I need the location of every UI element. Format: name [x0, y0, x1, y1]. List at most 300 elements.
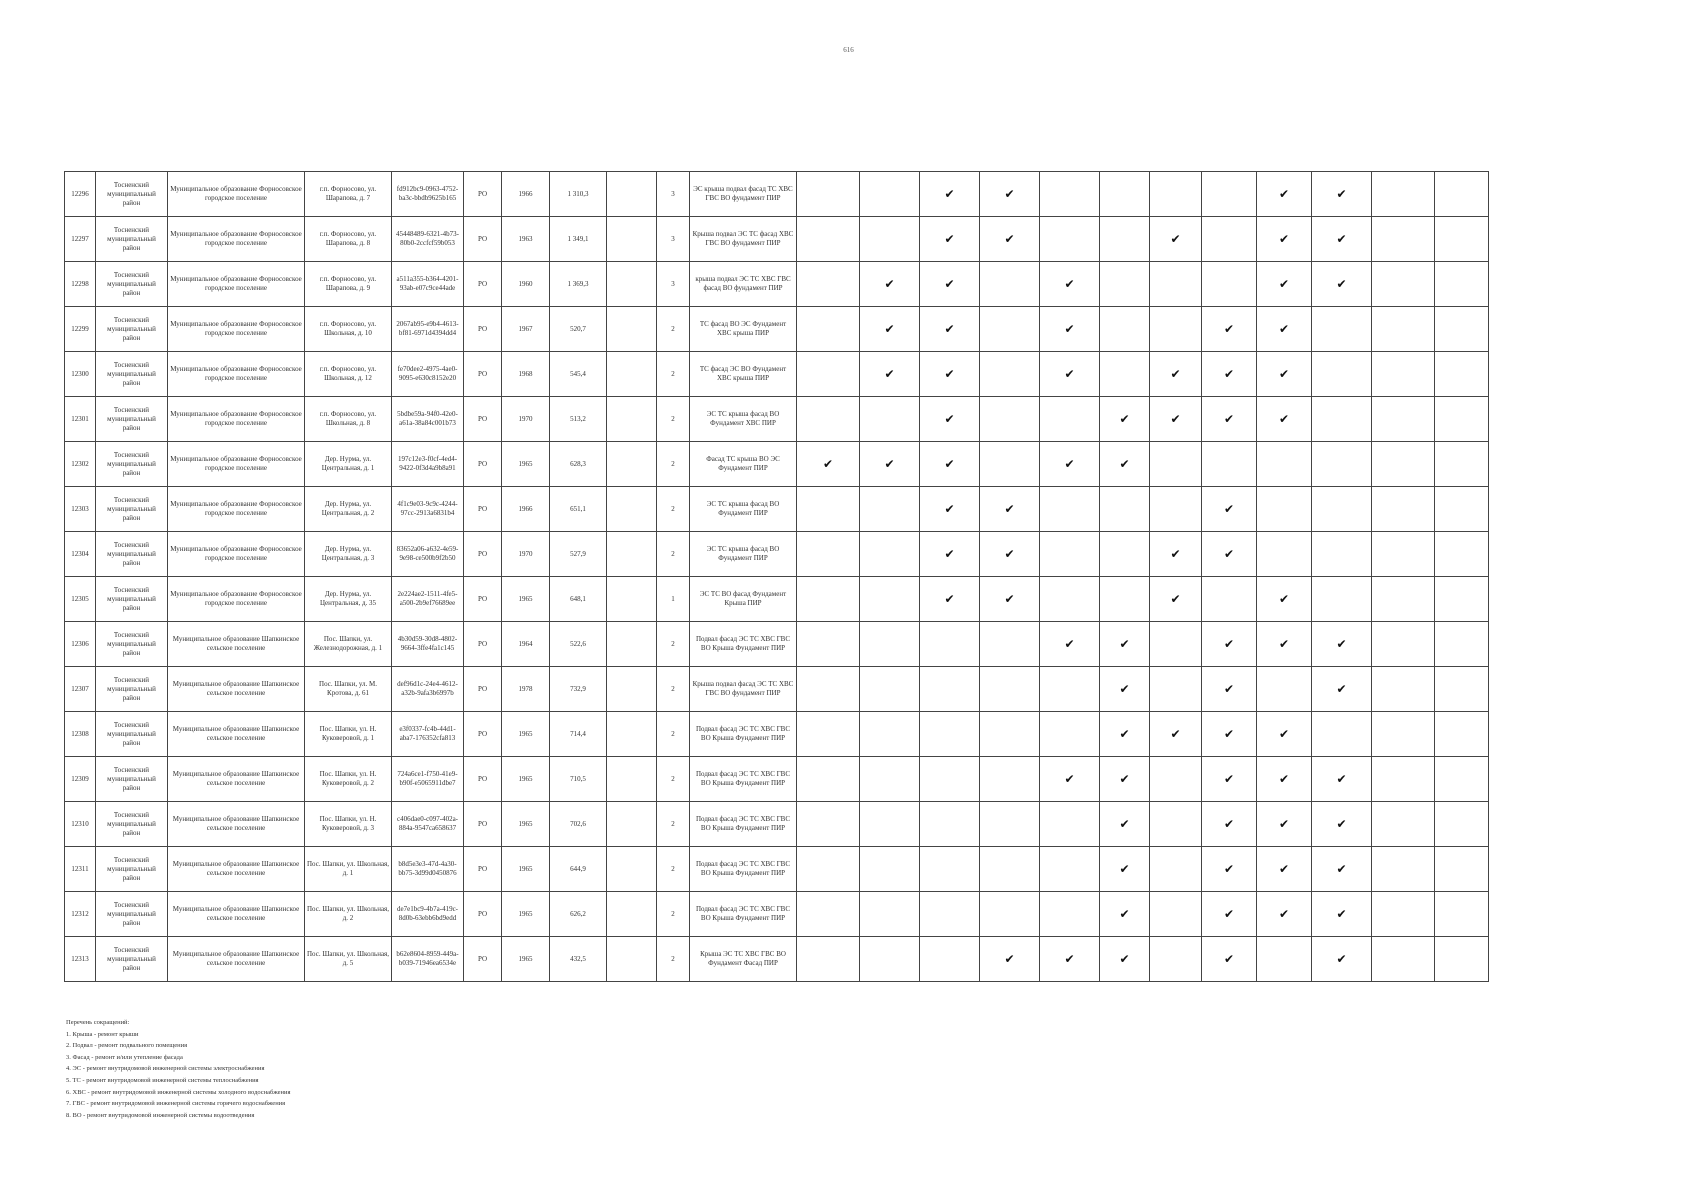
empty-check-cell [980, 847, 1040, 892]
cell-floors: 2 [657, 937, 690, 982]
checkmark-cell: ✔ [1202, 352, 1257, 397]
checkmark-cell: ✔ [1150, 712, 1202, 757]
table-row [65, 487, 1489, 532]
cell-works: Подвал фасад ЭС ТС ХВС ГВС ВО Крыша Фундамент ПИР [690, 802, 797, 847]
empty-check-cell [920, 802, 980, 847]
cell-id: 12297 [65, 217, 96, 262]
empty-check-cell [860, 487, 920, 532]
cell-year: 1965 [502, 937, 550, 982]
legend-item: 8. ВО - ремонт внутридомовой инженерной системы водоотведения [66, 1111, 255, 1119]
empty-check-cell [1150, 172, 1202, 217]
empty-check-cell [860, 172, 920, 217]
cell-guid: b62e8604-8959-449a-b039-71946ea6534e [392, 937, 464, 982]
empty-check-cell [1435, 577, 1489, 622]
empty-check-cell [797, 892, 860, 937]
checkmark-cell: ✔ [1257, 262, 1312, 307]
cell-municipality: Муниципальное образование Форносовское городское поселение [168, 487, 305, 532]
checkmark-cell: ✔ [1040, 352, 1100, 397]
empty-check-cell [1150, 802, 1202, 847]
cell-address: Дер. Нурма, ул. Центральная, д. 1 [305, 442, 392, 487]
empty-check-cell [1435, 442, 1489, 487]
checkmark-cell: ✔ [1257, 352, 1312, 397]
cell-empty [607, 397, 657, 442]
cell-works: ТС фасад ВО ЭС Фундамент ХВС крыша ПИР [690, 307, 797, 352]
checkmark-cell: ✔ [920, 172, 980, 217]
cell-id: 12302 [65, 442, 96, 487]
cell-floors: 2 [657, 847, 690, 892]
cell-works: Крыша ЭС ТС ХВС ГВС ВО Фундамент Фасад ПИР [690, 937, 797, 982]
cell-municipality: Муниципальное образование Форносовское городское поселение [168, 577, 305, 622]
empty-check-cell [860, 847, 920, 892]
empty-check-cell [797, 172, 860, 217]
empty-check-cell [1435, 397, 1489, 442]
checkmark-cell: ✔ [1100, 757, 1150, 802]
cell-works: крыша подвал ЭС ТС ХВС ГВС фасад ВО фундамент ПИР [690, 262, 797, 307]
cell-address: г.п. Форносово, ул. Шарапова, д. 9 [305, 262, 392, 307]
cell-method: РО [464, 667, 502, 712]
cell-works: ЭС ТС ВО фасад Фундамент Крыша ПИР [690, 577, 797, 622]
cell-municipality: Муниципальное образование Шапкинское сельское поселение [168, 757, 305, 802]
empty-check-cell [1372, 577, 1435, 622]
cell-method: РО [464, 442, 502, 487]
cell-works: Подвал фасад ЭС ТС ХВС ГВС ВО Крыша Фундамент ПИР [690, 712, 797, 757]
empty-check-cell [980, 307, 1040, 352]
table-row [65, 892, 1489, 937]
checkmark-cell: ✔ [1257, 847, 1312, 892]
empty-check-cell [1312, 442, 1372, 487]
checkmark-cell: ✔ [920, 397, 980, 442]
table-row [65, 532, 1489, 577]
checkmark-cell: ✔ [1312, 802, 1372, 847]
cell-id: 12305 [65, 577, 96, 622]
checkmark-cell: ✔ [1312, 622, 1372, 667]
legend-title: Перечень сокращений: [66, 1019, 130, 1026]
cell-district: Тосненский муниципальный район [96, 937, 168, 982]
cell-method: РО [464, 712, 502, 757]
empty-check-cell [1372, 667, 1435, 712]
cell-year: 1963 [502, 217, 550, 262]
cell-district: Тосненский муниципальный район [96, 217, 168, 262]
cell-floors: 2 [657, 307, 690, 352]
empty-check-cell [980, 892, 1040, 937]
cell-works: Подвал фасад ЭС ТС ХВС ГВС ВО Крыша Фундамент ПИР [690, 847, 797, 892]
checkmark-cell: ✔ [920, 352, 980, 397]
checkmark-cell: ✔ [1100, 667, 1150, 712]
cell-id: 12309 [65, 757, 96, 802]
checkmark-cell: ✔ [1150, 217, 1202, 262]
cell-address: Пос. Шапки, ул. Школьная, д. 5 [305, 937, 392, 982]
empty-check-cell [1202, 577, 1257, 622]
cell-guid: 5bdbe59a-94f0-42e0-a61a-38a84c001b73 [392, 397, 464, 442]
cell-district: Тосненский муниципальный район [96, 307, 168, 352]
cell-year: 1968 [502, 352, 550, 397]
empty-check-cell [797, 487, 860, 532]
cell-guid: fe70dee2-4975-4ae0-9095-e630c8152e20 [392, 352, 464, 397]
cell-area: 628,3 [550, 442, 607, 487]
empty-check-cell [1435, 622, 1489, 667]
cell-id: 12299 [65, 307, 96, 352]
checkmark-cell: ✔ [860, 307, 920, 352]
cell-municipality: Муниципальное образование Форносовское городское поселение [168, 262, 305, 307]
checkmark-cell: ✔ [1150, 577, 1202, 622]
checkmark-cell: ✔ [1040, 757, 1100, 802]
cell-district: Тосненский муниципальный район [96, 892, 168, 937]
checkmark-cell: ✔ [1040, 622, 1100, 667]
cell-municipality: Муниципальное образование Шапкинское сельское поселение [168, 892, 305, 937]
empty-check-cell [1312, 487, 1372, 532]
empty-check-cell [920, 712, 980, 757]
empty-check-cell [1372, 352, 1435, 397]
empty-check-cell [860, 397, 920, 442]
cell-area: 1 349,1 [550, 217, 607, 262]
empty-check-cell [1435, 307, 1489, 352]
cell-address: г.п. Форносово, ул. Школьная, д. 12 [305, 352, 392, 397]
cell-empty [607, 577, 657, 622]
cell-floors: 2 [657, 487, 690, 532]
cell-guid: 2e224ae2-1511-4fe5-a500-2b9ef76689ee [392, 577, 464, 622]
empty-check-cell [1372, 712, 1435, 757]
cell-area: 651,1 [550, 487, 607, 532]
checkmark-cell: ✔ [797, 442, 860, 487]
cell-empty [607, 262, 657, 307]
cell-municipality: Муниципальное образование Шапкинское сельское поселение [168, 937, 305, 982]
checkmark-cell: ✔ [1312, 217, 1372, 262]
checkmark-cell: ✔ [1100, 847, 1150, 892]
cell-empty [607, 532, 657, 577]
empty-check-cell [797, 307, 860, 352]
checkmark-cell: ✔ [920, 217, 980, 262]
empty-check-cell [1100, 577, 1150, 622]
cell-method: РО [464, 352, 502, 397]
empty-check-cell [1435, 757, 1489, 802]
cell-municipality: Муниципальное образование Форносовское городское поселение [168, 442, 305, 487]
empty-check-cell [980, 352, 1040, 397]
checkmark-cell: ✔ [1202, 892, 1257, 937]
cell-address: г.п. Форносово, ул. Школьная, д. 10 [305, 307, 392, 352]
cell-address: Пос. Шапки, ул. Школьная, д. 1 [305, 847, 392, 892]
cell-guid: 45448489-6321-4b73-80b0-2ccfcf59b053 [392, 217, 464, 262]
checkmark-cell: ✔ [1040, 307, 1100, 352]
empty-check-cell [1312, 532, 1372, 577]
empty-check-cell [1040, 712, 1100, 757]
cell-year: 1967 [502, 307, 550, 352]
table-row [65, 937, 1489, 982]
empty-check-cell [860, 937, 920, 982]
cell-address: г.п. Форносово, ул. Школьная, д. 8 [305, 397, 392, 442]
checkmark-cell: ✔ [1257, 622, 1312, 667]
empty-check-cell [797, 667, 860, 712]
table-row [65, 217, 1489, 262]
cell-id: 12298 [65, 262, 96, 307]
empty-check-cell [1435, 352, 1489, 397]
empty-check-cell [1312, 712, 1372, 757]
cell-id: 12306 [65, 622, 96, 667]
table-row [65, 397, 1489, 442]
cell-empty [607, 847, 657, 892]
empty-check-cell [860, 622, 920, 667]
empty-check-cell [1202, 442, 1257, 487]
cell-empty [607, 307, 657, 352]
empty-check-cell [1435, 262, 1489, 307]
empty-check-cell [860, 712, 920, 757]
empty-check-cell [860, 577, 920, 622]
empty-check-cell [1435, 667, 1489, 712]
empty-check-cell [920, 892, 980, 937]
empty-check-cell [1040, 667, 1100, 712]
empty-check-cell [797, 802, 860, 847]
checkmark-cell: ✔ [1257, 802, 1312, 847]
cell-area: 432,5 [550, 937, 607, 982]
empty-check-cell [1040, 847, 1100, 892]
empty-check-cell [980, 667, 1040, 712]
empty-check-cell [797, 937, 860, 982]
cell-floors: 2 [657, 892, 690, 937]
empty-check-cell [797, 352, 860, 397]
legend-item: 3. Фасад - ремонт и/или утепление фасада [66, 1053, 183, 1061]
checkmark-cell: ✔ [1100, 802, 1150, 847]
legend-item: 4. ЭС - ремонт внутридомовой инженерной системы электроснабжения [66, 1065, 265, 1073]
cell-district: Тосненский муниципальный район [96, 757, 168, 802]
cell-guid: 4f1c9e03-9c9c-4244-97cc-2913a6831b4 [392, 487, 464, 532]
legend-item: 1. Крыша - ремонт крыши [66, 1030, 139, 1038]
cell-address: Пос. Шапки, ул. Н. Куковеровой, д. 2 [305, 757, 392, 802]
cell-municipality: Муниципальное образование Форносовское городское поселение [168, 172, 305, 217]
cell-empty [607, 487, 657, 532]
cell-guid: 4b30d59-30d8-4802-9664-3ffe4fa1c145 [392, 622, 464, 667]
cell-works: Подвал фасад ЭС ТС ХВС ГВС ВО Крыша Фундамент ПИР [690, 622, 797, 667]
cell-method: РО [464, 487, 502, 532]
checkmark-cell: ✔ [860, 262, 920, 307]
checkmark-cell: ✔ [1312, 847, 1372, 892]
checkmark-cell: ✔ [1312, 757, 1372, 802]
legend-item: 6. ХВС - ремонт внутридомовой инженерной системы холодного водоснабжения [66, 1088, 291, 1096]
cell-municipality: Муниципальное образование Шапкинское сельское поселение [168, 802, 305, 847]
empty-check-cell [1100, 532, 1150, 577]
empty-check-cell [1372, 802, 1435, 847]
checkmark-cell: ✔ [1257, 307, 1312, 352]
checkmark-cell: ✔ [1040, 937, 1100, 982]
cell-address: Пос. Шапки, ул. М. Кротова, д. 61 [305, 667, 392, 712]
empty-check-cell [1257, 667, 1312, 712]
cell-area: 522,6 [550, 622, 607, 667]
cell-district: Тосненский муниципальный район [96, 802, 168, 847]
cell-guid: 197c12e3-f0cf-4ed4-9422-0f3d4a9b8a91 [392, 442, 464, 487]
checkmark-cell: ✔ [1150, 352, 1202, 397]
empty-check-cell [860, 757, 920, 802]
empty-check-cell [797, 217, 860, 262]
cell-year: 1965 [502, 577, 550, 622]
empty-check-cell [797, 712, 860, 757]
cell-id: 12301 [65, 397, 96, 442]
checkmark-cell: ✔ [1100, 397, 1150, 442]
legend-item: 7. ГВС - ремонт внутридомовой инженерной системы горячего водоснабжения [66, 1100, 286, 1108]
cell-municipality: Муниципальное образование Форносовское городское поселение [168, 532, 305, 577]
empty-check-cell [1372, 172, 1435, 217]
table-row [65, 442, 1489, 487]
checkmark-cell: ✔ [1100, 712, 1150, 757]
cell-area: 710,5 [550, 757, 607, 802]
checkmark-cell: ✔ [1202, 532, 1257, 577]
empty-check-cell [980, 712, 1040, 757]
cell-district: Тосненский муниципальный район [96, 532, 168, 577]
table-row [65, 172, 1489, 217]
empty-check-cell [1372, 262, 1435, 307]
empty-check-cell [860, 532, 920, 577]
cell-empty [607, 667, 657, 712]
empty-check-cell [1312, 577, 1372, 622]
cell-floors: 2 [657, 442, 690, 487]
checkmark-cell: ✔ [1202, 487, 1257, 532]
checkmark-cell: ✔ [920, 577, 980, 622]
empty-check-cell [920, 757, 980, 802]
cell-year: 1965 [502, 442, 550, 487]
checkmark-cell: ✔ [860, 352, 920, 397]
checkmark-cell: ✔ [920, 532, 980, 577]
cell-year: 1964 [502, 622, 550, 667]
cell-area: 702,6 [550, 802, 607, 847]
checkmark-cell: ✔ [980, 487, 1040, 532]
empty-check-cell [1435, 217, 1489, 262]
checkmark-cell: ✔ [980, 937, 1040, 982]
cell-area: 648,1 [550, 577, 607, 622]
cell-id: 12304 [65, 532, 96, 577]
empty-check-cell [1150, 262, 1202, 307]
cell-empty [607, 352, 657, 397]
empty-check-cell [797, 532, 860, 577]
cell-address: Пос. Шапки, ул. Железнодорожная, д. 1 [305, 622, 392, 667]
cell-district: Тосненский муниципальный район [96, 667, 168, 712]
empty-check-cell [797, 577, 860, 622]
cell-floors: 3 [657, 217, 690, 262]
empty-check-cell [1040, 217, 1100, 262]
empty-check-cell [1150, 937, 1202, 982]
cell-address: Дер. Нурма, ул. Центральная, д. 35 [305, 577, 392, 622]
cell-floors: 1 [657, 577, 690, 622]
empty-check-cell [1372, 487, 1435, 532]
checkmark-cell: ✔ [1202, 757, 1257, 802]
cell-works: ТС фасад ЭС ВО Фундамент ХВС крыша ПИР [690, 352, 797, 397]
cell-id: 12296 [65, 172, 96, 217]
empty-check-cell [920, 937, 980, 982]
empty-check-cell [860, 217, 920, 262]
empty-check-cell [1040, 532, 1100, 577]
empty-check-cell [1435, 802, 1489, 847]
cell-district: Тосненский муниципальный район [96, 577, 168, 622]
empty-check-cell [1372, 622, 1435, 667]
cell-id: 12303 [65, 487, 96, 532]
empty-check-cell [1372, 442, 1435, 487]
cell-area: 714,4 [550, 712, 607, 757]
checkmark-cell: ✔ [980, 532, 1040, 577]
cell-guid: a511a355-b364-4201-93ab-e07c9ce44ade [392, 262, 464, 307]
checkmark-cell: ✔ [1100, 442, 1150, 487]
checkmark-cell: ✔ [1312, 892, 1372, 937]
cell-guid: c406dae0-c097-402a-884a-9547ca658637 [392, 802, 464, 847]
checkmark-cell: ✔ [920, 442, 980, 487]
cell-address: Пос. Шапки, ул. Н. Куковеровой, д. 1 [305, 712, 392, 757]
cell-method: РО [464, 532, 502, 577]
empty-check-cell [1040, 487, 1100, 532]
cell-district: Тосненский муниципальный район [96, 442, 168, 487]
table-row [65, 802, 1489, 847]
empty-check-cell [1202, 172, 1257, 217]
empty-check-cell [1040, 802, 1100, 847]
cell-address: Дер. Нурма, ул. Центральная, д. 3 [305, 532, 392, 577]
empty-check-cell [980, 442, 1040, 487]
cell-district: Тосненский муниципальный район [96, 262, 168, 307]
cell-district: Тосненский муниципальный район [96, 352, 168, 397]
checkmark-cell: ✔ [1100, 622, 1150, 667]
cell-address: Пос. Шапки, ул. Школьная, д. 2 [305, 892, 392, 937]
empty-check-cell [1100, 217, 1150, 262]
cell-district: Тосненский муниципальный район [96, 487, 168, 532]
cell-id: 12313 [65, 937, 96, 982]
checkmark-cell: ✔ [1202, 847, 1257, 892]
cell-empty [607, 442, 657, 487]
cell-works: ЭС ТС крыша фасад ВО Фундамент ПИР [690, 532, 797, 577]
empty-check-cell [1100, 262, 1150, 307]
table-body [65, 172, 1489, 982]
cell-id: 12312 [65, 892, 96, 937]
empty-check-cell [1150, 892, 1202, 937]
cell-floors: 2 [657, 397, 690, 442]
empty-check-cell [1372, 757, 1435, 802]
cell-year: 1970 [502, 397, 550, 442]
cell-method: РО [464, 577, 502, 622]
cell-method: РО [464, 397, 502, 442]
empty-check-cell [1435, 532, 1489, 577]
checkmark-cell: ✔ [1257, 397, 1312, 442]
empty-check-cell [1150, 622, 1202, 667]
checkmark-cell: ✔ [1257, 577, 1312, 622]
cell-empty [607, 712, 657, 757]
legend-item: 2. Подвал - ремонт подвального помещения [66, 1042, 188, 1050]
empty-check-cell [1150, 667, 1202, 712]
empty-check-cell [797, 847, 860, 892]
checkmark-cell: ✔ [1150, 397, 1202, 442]
cell-district: Тосненский муниципальный район [96, 397, 168, 442]
cell-works: Подвал фасад ЭС ТС ХВС ГВС ВО Крыша Фундамент ПИР [690, 757, 797, 802]
empty-check-cell [980, 397, 1040, 442]
cell-area: 545,4 [550, 352, 607, 397]
empty-check-cell [1150, 487, 1202, 532]
cell-floors: 2 [657, 757, 690, 802]
cell-guid: 724a6ce1-f750-41e9-b90f-e5065911dbe7 [392, 757, 464, 802]
cell-guid: 2067ab95-e9b4-4613-bf81-6971d4394dd4 [392, 307, 464, 352]
empty-check-cell [1372, 847, 1435, 892]
cell-year: 1965 [502, 847, 550, 892]
empty-check-cell [1435, 712, 1489, 757]
checkmark-cell: ✔ [1202, 397, 1257, 442]
checkmark-cell: ✔ [1150, 532, 1202, 577]
cell-area: 1 310,3 [550, 172, 607, 217]
cell-area: 644,9 [550, 847, 607, 892]
cell-method: РО [464, 937, 502, 982]
empty-check-cell [860, 667, 920, 712]
cell-floors: 2 [657, 802, 690, 847]
cell-area: 626,2 [550, 892, 607, 937]
cell-works: ЭС крыша подвал фасад ТС ХВС ГВС ВО фундамент ПИР [690, 172, 797, 217]
cell-guid: b8d5e3e3-47d-4a30-bb75-3d99d0450876 [392, 847, 464, 892]
empty-check-cell [980, 262, 1040, 307]
cell-year: 1965 [502, 757, 550, 802]
legend-item: 5. ТС - ремонт внутридомовой инженерной системы теплоснабжения [66, 1076, 259, 1084]
cell-area: 732,9 [550, 667, 607, 712]
table-row [65, 307, 1489, 352]
empty-check-cell [1040, 577, 1100, 622]
empty-check-cell [1372, 892, 1435, 937]
cell-floors: 2 [657, 622, 690, 667]
